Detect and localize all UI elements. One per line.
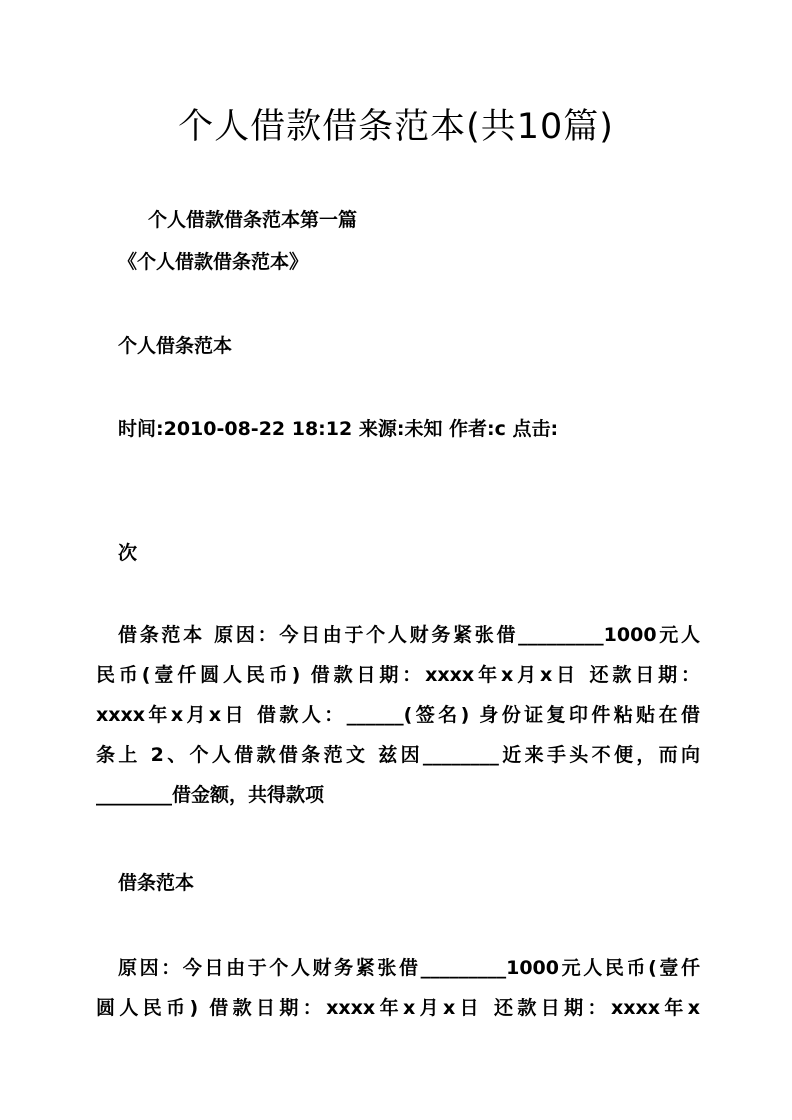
paragraph-line: 圆人民币) 借款日期：xxxx年x月x日 还款日期：xxxx年x [96, 997, 700, 1019]
paragraph-line: xxxx年x月x日 借款人：______(签名) 身份证复印件粘贴在借 [96, 704, 700, 726]
paragraph-line: 借条范本 原因：今日由于个人财务紧张借_________1000元人 [118, 624, 700, 646]
subtitle-book-title: 《个人借款借条范本》 [118, 251, 309, 273]
document-title: 个人借款借条范本(共10篇) [178, 107, 614, 147]
paragraph-line: 条上 2、个人借款借条范文 兹因________近来手头不便，而向 [96, 744, 700, 766]
paragraph-iou-sample-2 [96, 948, 700, 1028]
meta-info-continuation: 次 [118, 542, 138, 564]
paragraph-line: ________借金额，共得款项 [96, 784, 325, 806]
paragraph-line: 民币(壹仟圆人民币) 借款日期：xxxx年x月x日 还款日期： [96, 664, 700, 686]
meta-info-line: 时间:2010-08-22 18:12 来源:未知 作者:c 点击: [118, 418, 559, 440]
paragraph-iou-sample-1 [96, 615, 700, 815]
paragraph-line: 原因：今日由于个人财务紧张借_________1000元人民币(壹仟 [118, 957, 700, 979]
heading-iou-sample: 借条范本 [118, 872, 195, 894]
subtitle-first-article: 个人借款借条范本第一篇 [148, 209, 358, 231]
heading-personal-iou: 个人借条范本 [118, 335, 233, 357]
